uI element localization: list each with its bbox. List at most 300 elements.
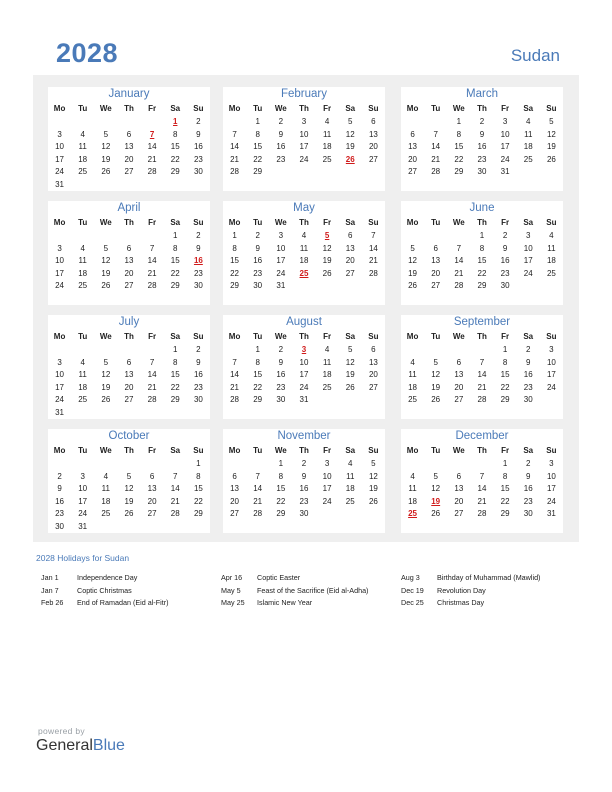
day-cell: 13 [454,484,464,493]
day-cell: 19 [124,496,134,506]
weekday-label: Th [477,218,487,227]
day-cell: 8 [456,129,462,139]
holiday-day-cell: 7 [149,129,155,139]
weekday-label: Su [193,218,204,227]
weekday-label: Su [193,332,204,341]
day-cell: 31 [546,509,556,518]
day-cell: 16 [523,484,533,493]
day-cell: 21 [170,496,180,506]
day-cell: 13 [368,357,378,367]
day-cell: 14 [431,142,441,151]
day-cell: 6 [433,243,438,253]
day-cell: 9 [502,243,508,253]
day-cell: 1 [278,459,284,468]
day-cell: 25 [345,496,355,506]
weekday-label: We [274,104,287,113]
day-cell: 11 [346,471,355,481]
day-cell: 24 [322,496,332,506]
day-cell: 28 [170,509,180,518]
day-cell: 19 [101,382,111,392]
day-cell: 9 [196,357,201,367]
day-cell: 6 [149,471,155,481]
day-cell: 7 [433,129,438,139]
day-cell: 29 [170,395,180,404]
weekday-label: We [99,104,112,113]
day-cell: 27 [368,382,378,392]
day-cell: 6 [410,129,415,139]
day-cell: 2 [301,459,307,468]
day-cell: 4 [410,357,415,367]
day-cell: 18 [546,256,556,265]
weekday-label: Tu [78,104,88,113]
holiday-day-cell: 5 [324,231,330,240]
day-cell: 15 [170,142,180,151]
day-cell: 30 [477,167,487,176]
day-cell: 8 [502,471,508,481]
day-cell: 25 [101,509,111,518]
day-cell: 19 [431,382,441,392]
day-cell: 10 [523,243,533,253]
day-cell: 27 [345,268,355,278]
day-cell: 13 [345,243,355,253]
weekday-label: Mo [53,218,66,227]
day-cell: 12 [408,256,418,265]
day-cell: 24 [78,509,88,518]
day-cell: 3 [549,345,554,354]
day-cell: 8 [173,243,178,253]
day-cell: 27 [408,167,418,176]
day-cell: 3 [301,117,307,126]
holiday-day-cell: 16 [193,256,203,265]
weekday-label: We [274,332,287,341]
day-cell: 8 [502,357,508,367]
day-cell: 6 [126,129,132,139]
month-name: July [118,316,140,328]
day-cell: 8 [173,129,178,139]
day-cell: 23 [193,154,203,164]
day-cell: 23 [500,268,510,278]
day-cell: 16 [500,256,510,265]
day-cell: 21 [230,382,240,392]
day-cell: 26 [101,167,111,176]
weekday-label: Mo [406,218,419,227]
day-cell: 13 [454,370,464,379]
day-cell: 17 [55,154,65,164]
day-cell: 2 [502,231,508,240]
month-name: December [455,430,509,442]
day-cell: 11 [547,243,556,253]
day-cell: 14 [147,142,157,151]
day-cell: 14 [230,142,240,151]
day-cell: 27 [124,281,134,290]
holiday-date: Feb 26 [41,598,64,607]
day-cell: 24 [500,154,510,164]
day-cell: 19 [101,154,111,164]
day-cell: 9 [526,471,531,481]
day-cell: 9 [196,243,201,253]
day-cell: 12 [546,129,556,139]
weekday-label: Fr [501,332,510,341]
day-cell: 22 [253,154,263,164]
day-cell: 25 [78,395,88,404]
day-cell: 31 [55,407,65,417]
day-cell: 24 [299,382,309,392]
day-cell: 28 [431,167,441,176]
weekday-label: Mo [406,446,419,455]
day-cell: 20 [454,496,464,506]
day-cell: 14 [368,243,378,253]
day-cell: 2 [57,471,62,481]
day-cell: 3 [80,471,85,481]
day-cell: 23 [193,382,203,392]
weekday-label: We [274,218,287,227]
day-cell: 20 [368,142,378,151]
weekday-label: Fr [323,104,332,113]
day-cell: 18 [408,496,418,506]
weekday-label: Tu [253,446,263,455]
day-cell: 3 [57,129,62,139]
day-cell: 15 [253,370,263,379]
day-cell: 20 [454,382,464,392]
day-cell: 17 [55,382,65,392]
day-cell: 30 [500,281,510,290]
holiday-day-cell: 26 [345,154,355,164]
day-cell: 4 [348,459,353,468]
day-cell: 7 [255,471,260,481]
day-cell: 30 [193,395,203,404]
day-cell: 23 [193,268,203,278]
day-cell: 11 [408,370,417,379]
day-cell: 15 [500,484,510,493]
day-cell: 26 [431,509,441,518]
day-cell: 4 [526,117,531,126]
weekday-label: Sa [523,446,534,455]
day-cell: 23 [55,509,65,518]
holiday-day-cell: 1 [173,117,178,126]
day-cell: 9 [196,129,201,139]
day-cell: 8 [278,471,284,481]
day-cell: 3 [57,357,62,367]
day-cell: 19 [322,256,332,265]
day-cell: 5 [103,243,109,253]
day-cell: 28 [147,281,157,290]
day-cell: 29 [454,167,464,176]
day-cell: 14 [477,484,487,493]
day-cell: 1 [196,459,201,468]
day-cell: 28 [230,395,240,404]
month-name: November [277,430,331,442]
weekday-label: Su [193,446,204,455]
month-name: April [117,202,141,214]
day-cell: 3 [324,459,330,468]
day-cell: 15 [170,370,180,379]
holiday-day-cell: 25 [408,509,418,518]
weekday-label: Sa [345,332,356,341]
day-cell: 12 [322,243,332,253]
day-cell: 29 [500,395,510,404]
month-june [401,201,563,305]
day-cell: 18 [78,154,88,164]
day-cell: 20 [124,268,134,278]
weekday-label: Su [546,104,557,113]
day-cell: 8 [196,471,201,481]
day-cell: 27 [124,167,134,176]
weekday-label: We [99,446,112,455]
generalblue-logo [36,737,125,755]
weekday-label: Fr [323,446,332,455]
weekday-label: Fr [501,104,510,113]
day-cell: 1 [255,117,260,126]
month-name: February [280,88,328,100]
holiday-name: Revolution Day [437,585,486,595]
day-cell: 3 [502,117,508,126]
day-cell: 24 [546,496,556,506]
day-cell: 26 [408,281,418,290]
day-cell: 1 [255,345,260,354]
day-cell: 9 [255,243,260,253]
weekday-label: Th [124,218,134,227]
day-cell: 17 [546,370,556,379]
day-cell: 6 [456,357,462,367]
holiday-day-cell: 3 [301,345,307,354]
day-cell: 9 [301,471,307,481]
day-cell: 24 [55,167,65,176]
day-cell: 17 [546,484,556,493]
weekday-label: Fr [148,104,157,113]
weekday-label: Th [299,446,309,455]
weekday-label: Tu [431,218,441,227]
day-cell: 28 [147,395,157,404]
day-cell: 19 [368,484,378,493]
day-cell: 24 [523,268,533,278]
day-cell: 13 [147,484,157,493]
day-cell: 22 [170,382,180,392]
day-cell: 6 [371,345,376,354]
day-cell: 11 [524,129,533,139]
day-cell: 14 [147,370,157,379]
day-cell: 26 [546,154,556,164]
weekday-label: Su [546,218,557,227]
day-cell: 25 [78,281,88,290]
weekday-label: Sa [345,218,356,227]
holiday-name: End of Ramadan (Eid al-Fitr) [77,598,169,607]
day-cell: 3 [278,231,284,240]
day-cell: 10 [546,357,556,367]
month-january [48,87,210,191]
weekday-label: Tu [78,446,88,455]
day-cell: 8 [479,243,485,253]
day-cell: 19 [546,142,556,151]
day-cell: 16 [276,370,286,379]
day-cell: 30 [276,395,286,404]
day-cell: 7 [479,471,485,481]
day-cell: 17 [276,256,286,265]
day-cell: 29 [477,281,487,290]
holiday-date: Aug 3 [401,573,420,582]
day-cell: 16 [276,142,286,151]
day-cell: 12 [345,129,355,139]
day-cell: 17 [78,496,88,506]
weekday-label: Th [299,104,309,113]
weekday-label: Fr [148,218,157,227]
day-cell: 27 [147,509,157,518]
month-february [223,87,385,191]
holidays-title: 2028 Holidays for Sudan [36,553,130,563]
day-cell: 28 [477,395,487,404]
day-cell: 3 [549,459,554,468]
day-cell: 3 [526,231,531,240]
holiday-name: Christmas Day [437,598,485,607]
day-cell: 8 [255,357,260,367]
day-cell: 22 [500,382,510,392]
day-cell: 20 [124,154,134,164]
day-cell: 17 [55,268,65,278]
weekday-label: Su [546,332,557,341]
day-cell: 4 [410,471,415,481]
day-cell: 31 [55,179,65,189]
day-cell: 23 [523,382,533,392]
day-cell: 16 [55,496,65,506]
day-cell: 21 [477,382,487,392]
weekday-label: Mo [228,104,241,113]
holiday-date: Dec 25 [401,598,424,607]
weekday-label: Fr [323,218,332,227]
holiday-name: Islamic New Year [257,598,313,607]
day-cell: 11 [322,129,332,139]
day-cell: 2 [255,231,260,240]
day-cell: 15 [193,484,203,493]
day-cell: 5 [348,345,353,354]
day-cell: 6 [348,231,353,240]
day-cell: 31 [299,395,309,404]
weekday-label: Th [477,446,487,455]
day-cell: 27 [368,154,378,164]
weekday-label: We [274,446,287,455]
holiday-date: May 25 [221,598,245,607]
day-cell: 17 [500,142,510,151]
weekday-label: Th [299,332,309,341]
holiday-date: May 5 [221,585,241,595]
weekday-label: Sa [345,104,356,113]
weekday-label: Mo [53,332,66,341]
day-cell: 23 [276,382,286,392]
weekday-label: Mo [53,446,66,455]
day-cell: 12 [368,471,378,481]
month-october [48,429,210,533]
day-cell: 19 [408,268,418,278]
weekday-label: Su [368,446,379,455]
day-cell: 25 [322,154,332,164]
day-cell: 25 [408,395,418,404]
day-cell: 22 [193,496,203,506]
day-cell: 16 [299,484,309,493]
day-cell: 2 [526,345,531,354]
day-cell: 28 [454,281,464,290]
day-cell: 14 [230,370,240,379]
weekday-label: Tu [431,104,441,113]
day-cell: 10 [299,129,309,139]
month-name: October [108,430,150,442]
day-cell: 24 [546,382,556,392]
day-cell: 28 [368,268,378,278]
day-cell: 10 [546,471,556,481]
day-cell: 27 [431,281,441,290]
month-march [401,87,563,191]
weekday-label: We [99,218,112,227]
day-cell: 10 [78,484,88,493]
weekday-label: We [452,446,465,455]
weekday-label: Tu [253,104,263,113]
day-cell: 5 [103,357,109,367]
day-cell: 1 [479,231,485,240]
day-cell: 22 [500,496,510,506]
day-cell: 22 [170,154,180,164]
day-cell: 14 [147,256,157,265]
day-cell: 20 [431,268,441,278]
day-cell: 21 [431,154,441,164]
month-name: September [453,316,511,328]
day-cell: 22 [230,268,240,278]
day-cell: 5 [103,129,109,139]
day-cell: 18 [299,256,309,265]
day-cell: 13 [124,256,134,265]
day-cell: 4 [80,129,85,139]
holiday-date: Jan 1 [41,573,59,582]
month-december [401,429,563,533]
day-cell: 25 [546,268,556,278]
day-cell: 27 [454,509,464,518]
holiday-name: Coptic Christmas [77,585,132,595]
day-cell: 13 [124,142,134,151]
day-cell: 1 [456,117,462,126]
day-cell: 13 [408,142,418,151]
month-name: August [286,316,322,328]
weekday-label: Mo [228,218,241,227]
day-cell: 28 [477,509,487,518]
day-cell: 7 [232,129,237,139]
day-cell: 5 [348,117,353,126]
day-cell: 30 [523,395,533,404]
day-cell: 30 [193,167,203,176]
day-cell: 4 [324,345,330,354]
day-cell: 24 [55,281,65,290]
weekday-label: Sa [523,218,534,227]
day-cell: 21 [368,256,378,265]
day-cell: 5 [371,459,376,468]
day-cell: 9 [57,484,62,493]
day-cell: 8 [255,129,260,139]
day-cell: 14 [454,256,464,265]
day-cell: 4 [80,357,85,367]
day-cell: 15 [500,370,510,379]
weekday-label: Th [124,332,134,341]
day-cell: 5 [433,357,438,367]
day-cell: 11 [78,142,87,151]
month-november [223,429,385,533]
day-cell: 11 [101,484,110,493]
weekday-label: Sa [170,332,181,341]
day-cell: 9 [526,357,531,367]
month-name: January [108,88,150,100]
weekday-label: Tu [78,332,88,341]
day-cell: 21 [147,154,157,164]
day-cell: 14 [170,484,180,493]
day-cell: 15 [477,256,487,265]
day-cell: 20 [147,496,157,506]
weekday-label: Tu [431,446,441,455]
day-cell: 12 [101,370,111,379]
day-cell: 1 [232,231,237,240]
